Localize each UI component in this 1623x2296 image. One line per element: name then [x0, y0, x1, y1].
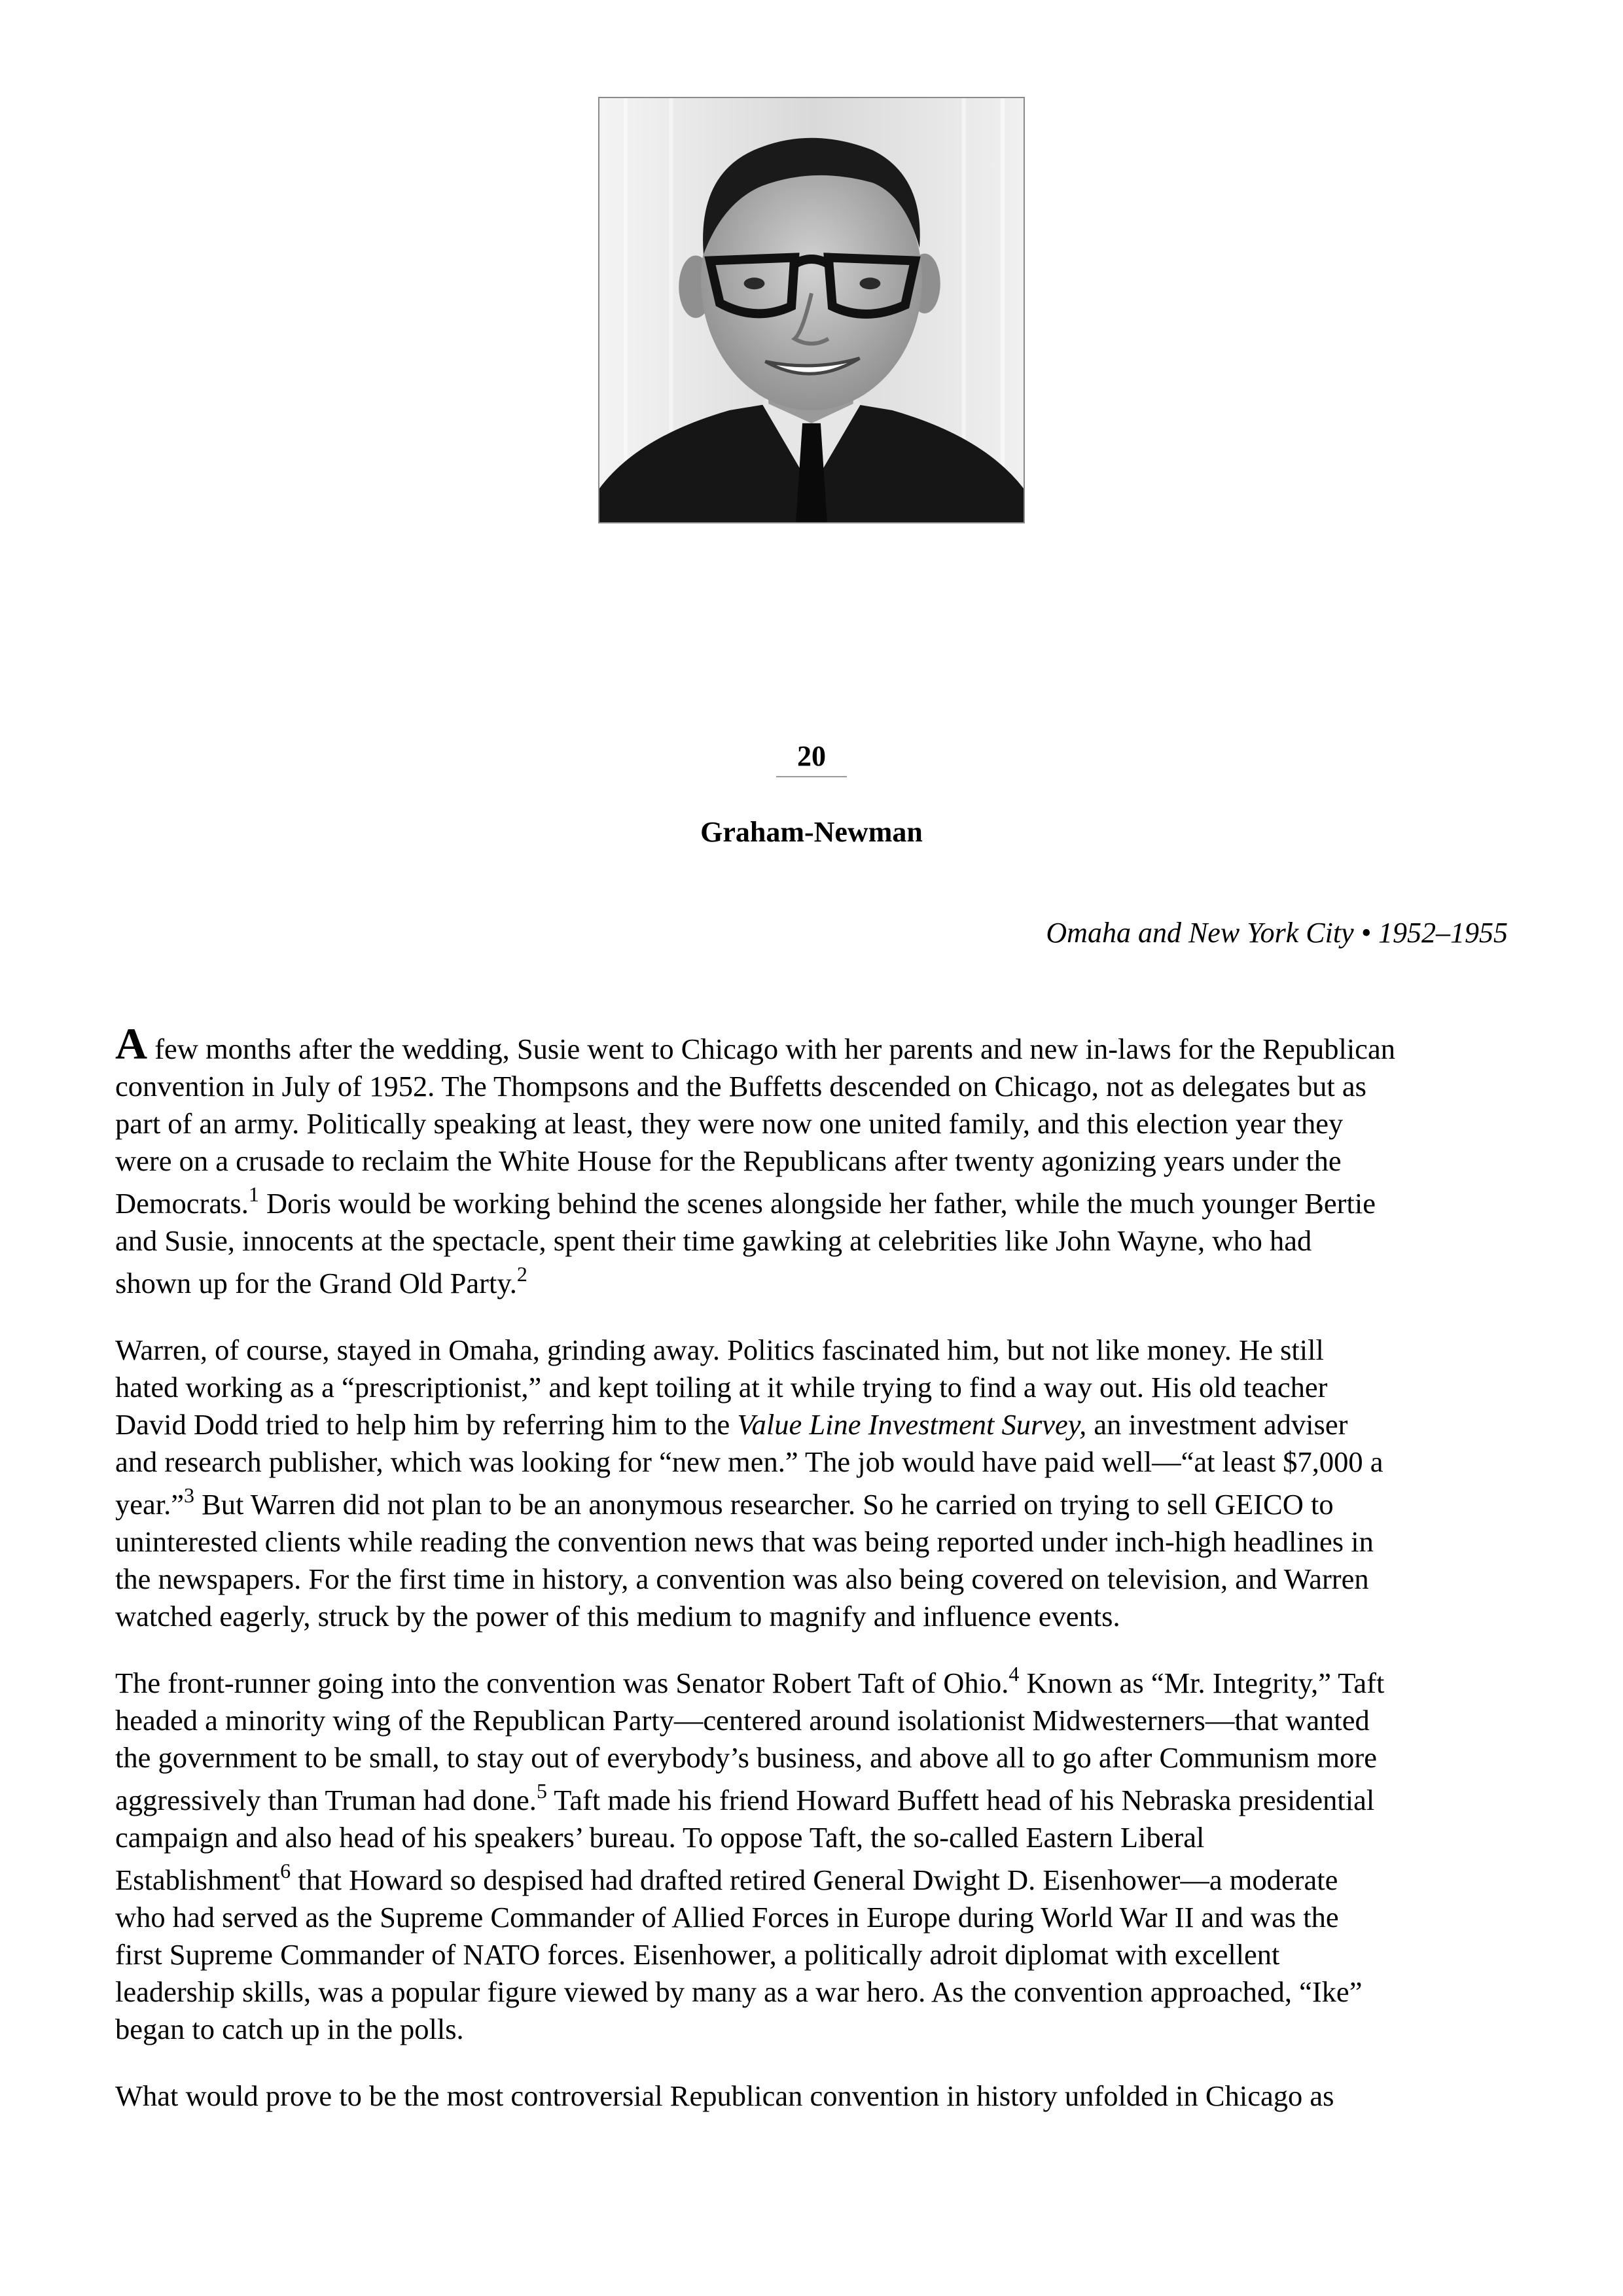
text-run: were on a crusade to reclaim the White House for the Republicans after twenty agonizing years under the	[115, 1144, 1342, 1177]
text-run: the newspapers. For the first time in history, a convention was also being covered on television, and Warren	[115, 1563, 1369, 1595]
footnote-marker: 5	[536, 1779, 547, 1803]
chapter-number-underline	[776, 776, 847, 777]
text-line	[115, 1936, 1516, 1973]
text-line	[115, 1443, 1516, 1481]
text-line	[115, 1332, 1516, 1369]
text-line	[115, 1105, 1516, 1142]
text-line	[115, 1598, 1516, 1635]
text-run: Taft made his friend Howard Buffett head of his Nebraska presidential	[546, 1784, 1375, 1816]
footnote-marker: 3	[184, 1483, 194, 1507]
text-run: shown up for the Grand Old Party.	[115, 1267, 517, 1299]
chapter-title: Graham-Newman	[700, 816, 923, 848]
text-line	[115, 1483, 1516, 1523]
text-run: first Supreme Commander of NATO forces. Eisenhower, a politically adroit diplomat with excellent	[115, 1938, 1280, 1971]
text-line	[115, 1899, 1516, 1936]
body-paragraph	[115, 1332, 1516, 1635]
chapter-epigraph: Omaha and New York City • 1952–1955	[1046, 917, 1508, 949]
text-line	[115, 1406, 1516, 1443]
text-run: year.”	[115, 1488, 184, 1521]
text-run: part of an army. Politically speaking at least, they were now one united family, and this election year they	[115, 1107, 1344, 1140]
text-run: aggressively than Truman had done.	[115, 1784, 537, 1816]
chapter-number: 20	[797, 740, 826, 772]
text-run: Warren, of course, stayed in Omaha, grinding away. Politics fascinated him, but not like money. He still	[115, 1333, 1324, 1366]
body-paragraph	[115, 2077, 1516, 2115]
text-run: campaign and also head of his speakers’ bureau. To oppose Taft, the so-called Eastern Liberal	[115, 1821, 1205, 1854]
text-line	[115, 1739, 1516, 1776]
author-portrait-photo	[598, 97, 1025, 523]
text-line	[115, 1182, 1516, 1222]
text-line	[115, 1973, 1516, 2011]
text-run: The front-runner going into the convention was Senator Robert Taft of Ohio.	[115, 1667, 1009, 1699]
text-run: convention in July of 1952. The Thompsons and the Buffetts descended on Chicago, not as delegates but as	[115, 1070, 1366, 1103]
text-line	[115, 1222, 1516, 1260]
portrait-illustration	[599, 98, 1024, 522]
text-run: But Warren did not plan to be an anonymous researcher. So he carried on trying to sell GEICO to	[194, 1488, 1334, 1521]
text-run: What would prove to be the most controversial Republican convention in history unfolded in Chicago as	[115, 2079, 1334, 2112]
text-run: Establishment	[115, 1863, 281, 1896]
text-line	[115, 1779, 1516, 1819]
text-run: hated working as a “prescriptionist,” and kept toiling at it while trying to find a way out. His old teacher	[115, 1371, 1328, 1404]
text-run: few months after the wedding, Susie went to Chicago with her parents and new in-laws for the Republican	[147, 1033, 1395, 1065]
text-line	[115, 1142, 1516, 1180]
body-paragraph	[115, 1019, 1516, 1302]
text-run: who had served as the Supreme Commander of Allied Forces in Europe during World War II and was the	[115, 1901, 1339, 1934]
text-line	[115, 2077, 1516, 2115]
text-run: and Susie, innocents at the spectacle, spent their time gawking at celebrities like John Wayne, who had	[115, 1224, 1312, 1257]
text-line	[115, 1262, 1516, 1302]
text-run: an investment adviser	[1086, 1408, 1348, 1441]
text-line	[115, 1859, 1516, 1899]
footnote-marker: 6	[280, 1859, 291, 1882]
text-line	[115, 1662, 1516, 1702]
footnote-marker: 4	[1008, 1662, 1020, 1686]
text-line	[115, 1369, 1516, 1406]
text-run: uninterested clients while reading the convention news that was being reported under inch-high headlines in	[115, 1525, 1374, 1558]
text-run: and research publisher, which was looking for “new men.” The job would have paid well—“at least $7,000 a	[115, 1445, 1383, 1478]
text-line	[115, 1068, 1516, 1105]
text-run: headed a minority wing of the Republican Party—centered around isolationist Midwesterners—that wanted	[115, 1704, 1370, 1737]
text-line	[115, 2011, 1516, 2048]
text-run: watched eagerly, struck by the power of this medium to magnify and influence events.	[115, 1600, 1120, 1633]
text-line	[115, 1561, 1516, 1598]
drop-cap: A	[115, 1019, 148, 1069]
text-run: began to catch up in the polls.	[115, 2013, 464, 2045]
text-run: Known as “Mr. Integrity,” Taft	[1019, 1667, 1385, 1699]
text-line	[115, 1523, 1516, 1561]
footnote-marker: 2	[516, 1262, 527, 1286]
text-run: that Howard so despised had drafted retired General Dwight D. Eisenhower—a moderate	[291, 1863, 1338, 1896]
text-run: David Dodd tried to help him by referring him to the	[115, 1408, 738, 1441]
footnote-marker: 1	[248, 1182, 259, 1206]
chapter-body-text	[115, 1019, 1516, 2144]
text-line	[115, 1702, 1516, 1739]
text-run: Doris would be working behind the scenes alongside her father, while the much younger Bertie	[259, 1187, 1376, 1220]
text-run: leadership skills, was a popular figure viewed by many as a war hero. As the convention approached, “Ike”	[115, 1975, 1363, 2008]
italic-title: Value Line Investment Survey,	[737, 1408, 1087, 1441]
text-run: the government to be small, to stay out of everybody’s business, and above all to go after Communism more	[115, 1741, 1377, 1774]
text-run: Democrats.	[115, 1187, 249, 1220]
text-line	[115, 1819, 1516, 1856]
text-line	[115, 1019, 1516, 1069]
body-paragraph	[115, 1662, 1516, 2048]
